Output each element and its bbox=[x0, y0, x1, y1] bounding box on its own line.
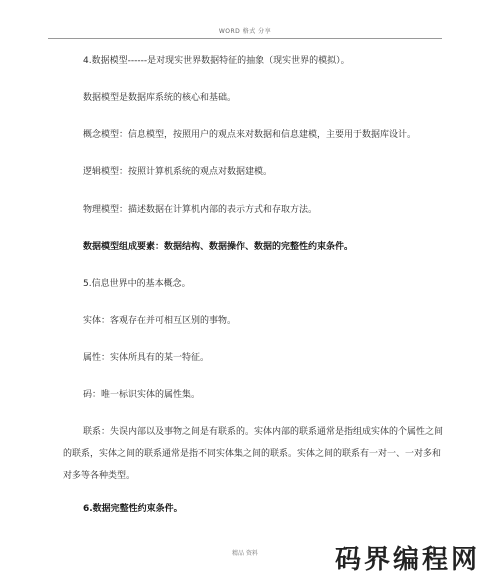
paragraph-physical-model: 物理模型：描述数据在计算机内部的表示方式和存取方法。 bbox=[83, 205, 318, 215]
page-footer: 精品 资料 bbox=[232, 550, 258, 557]
paragraph-data-model-core: 数据模型是数据库系统的核心和基础。 bbox=[83, 93, 237, 103]
header-divider bbox=[48, 38, 442, 39]
paragraph-entity: 实体：客观存在并可相互区别的事物。 bbox=[83, 316, 237, 326]
page-header: WORD 格式 分享 bbox=[218, 28, 272, 35]
paragraph-info-world-concepts: 5.信息世界中的基本概念。 bbox=[83, 279, 191, 289]
paragraph-relationship: 联系：失误内部以及事物之间是有联系的。实体内部的联系通常是指组成实体的个属性之间的联系，实体之间的联系通常是指不同实体集之间的联系。实体之间的联系有一对一、一对多和对多等各种类型。 bbox=[63, 427, 444, 481]
paragraph-attribute: 属性：实体所具有的某一特征。 bbox=[83, 353, 210, 363]
paragraph-conceptual-model: 概念模型：信息模型，按照用户的观点来对数据和信息建模，主要用于数据库设计。 bbox=[83, 130, 417, 140]
paragraph-model-elements: 数据模型组成要素：数据结构、数据操作、数据的完整性约束条件。 bbox=[83, 242, 354, 252]
paragraph-logical-model: 逻辑模型：按照计算机系统的观点对数据建模。 bbox=[83, 167, 273, 177]
paragraph-data-model-definition: 4.数据模型------是对现实世界数据特征的抽象（现实世界的模拟）。 bbox=[83, 56, 350, 66]
paragraph-integrity-constraints: 6.数据完整性约束条件。 bbox=[83, 504, 183, 514]
paragraph-key: 码：唯一标识实体的属性集。 bbox=[83, 390, 201, 400]
site-watermark: 码界编程网 bbox=[334, 545, 480, 575]
